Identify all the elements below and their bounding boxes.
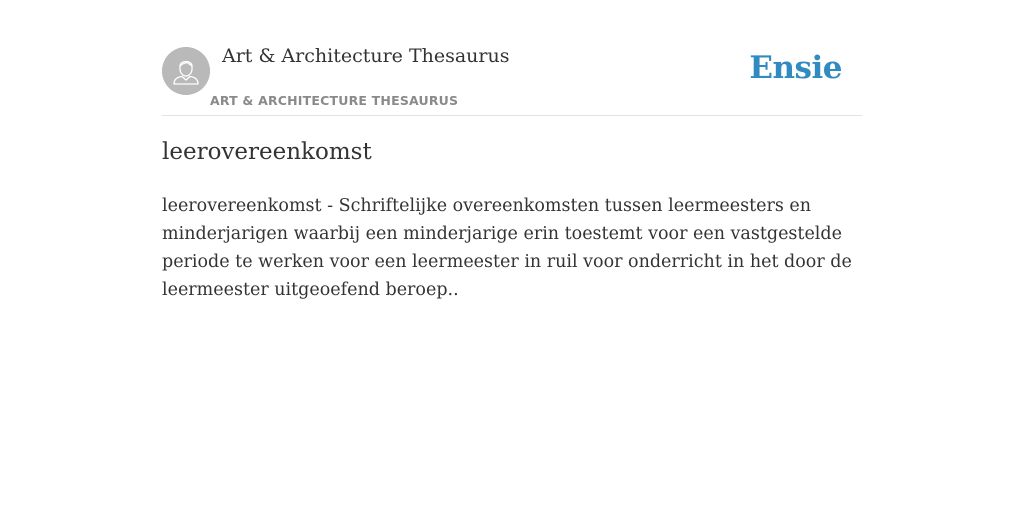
ensie-logo[interactable]: Ensie: [749, 50, 842, 86]
entry-title: leerovereenkomst: [162, 139, 372, 165]
entry-card: [162, 0, 862, 300]
entry-definition: leerovereenkomst - Schriftelijke overeenkomsten tussen leermeesters en minderjarigen waarbij een minderjarige erin toestemt voor een vastgestelde periode te werken voor een leermeester in ruil voor onderricht in het door de leermeester uitgeoefend beroep..: [162, 196, 852, 300]
entry-header: [162, 0, 862, 116]
author-name[interactable]: Art & Architecture Thesaurus: [222, 45, 510, 67]
user-avatar-icon[interactable]: [162, 47, 210, 95]
author-subtitle: ART & ARCHITECTURE THESAURUS: [210, 93, 459, 108]
